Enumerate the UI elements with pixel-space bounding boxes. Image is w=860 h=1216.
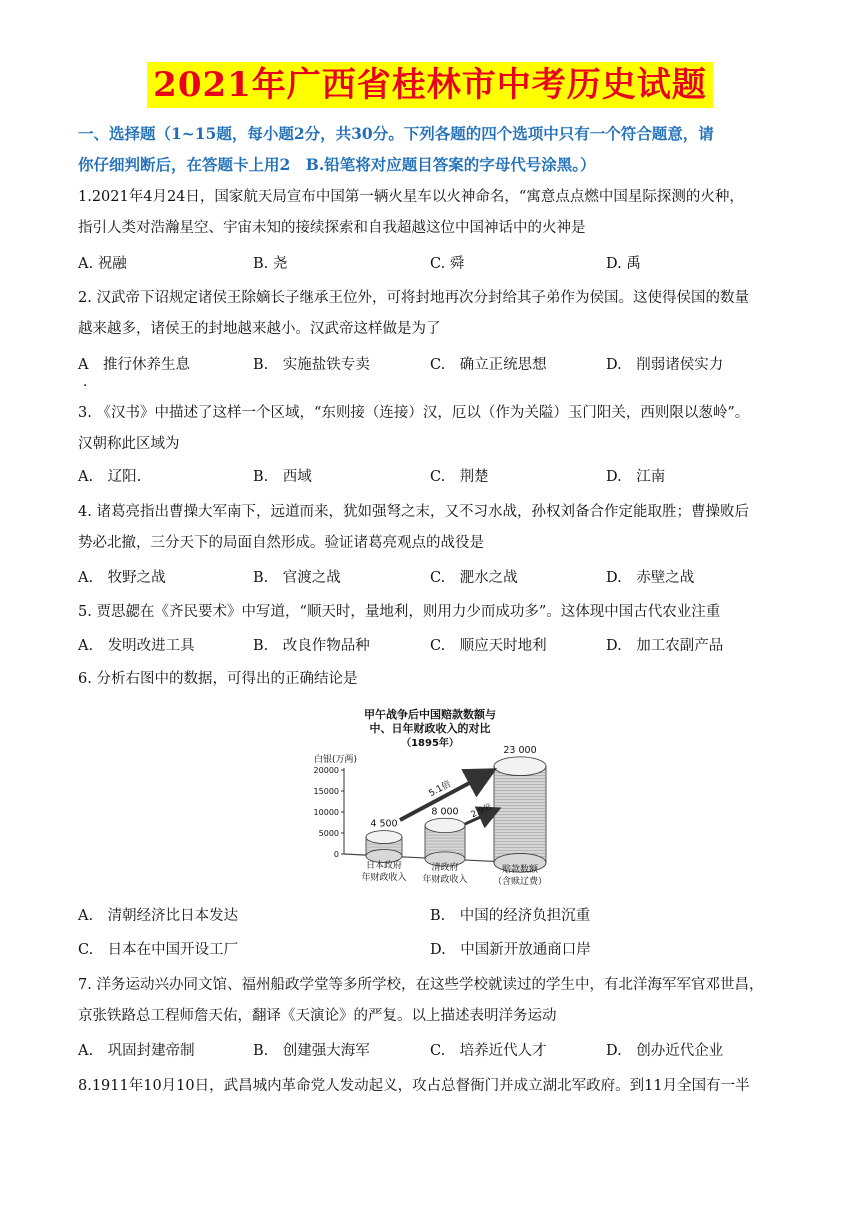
- chart-title: [364, 707, 496, 749]
- bar-value-label: 23 000: [503, 744, 537, 756]
- bar-top: [425, 818, 465, 832]
- options-3: [78, 463, 784, 491]
- option-a[interactable]: A. 祝融: [78, 256, 127, 272]
- emphasis-dot: ．: [83, 374, 97, 390]
- section-line-1: 一、选择题（1~15题，每小题2分，共30分。下列各题的四个选项中只有一个符合题意，请: [78, 124, 714, 143]
- option-b[interactable]: B. 官渡之战: [253, 570, 341, 586]
- category-label: 年财政收入: [422, 875, 468, 885]
- question-6: [78, 664, 784, 695]
- bar-cylinder: [425, 818, 465, 866]
- question-line: 4. 诸葛亮指出曹操大军南下，远道而来，犹如强弩之末，又不习水战，孙权刘备合作定能取胜；曹操败后: [78, 504, 749, 520]
- option-d[interactable]: D. 加工农副产品: [606, 638, 724, 654]
- y-tick-label: 20000: [313, 766, 339, 775]
- question-line: 汉朝称此区域为: [78, 436, 180, 452]
- option-c[interactable]: C. 舜: [430, 256, 465, 272]
- question-line: 8.1911年10月10日，武昌城内革命党人发动起义，攻占总督衙门并成立湖北军政府。到11月全国有一半: [78, 1078, 750, 1094]
- option-a[interactable]: A. 清朝经济比日本发达: [78, 908, 239, 924]
- option-a[interactable]: A. 巩固封建帝制: [78, 1043, 195, 1059]
- arrow-label: 5.1倍: [427, 779, 453, 800]
- option-d[interactable]: D. 中国新开放通商口岸: [430, 942, 591, 958]
- bar-cylinder: [494, 757, 546, 872]
- category-label: （含赎辽费）: [492, 877, 548, 887]
- arrow-label: 2.9倍: [469, 802, 494, 821]
- question-line: 京张铁路总工程师詹天佑，翻译《天演论》的严复。以上描述表明洋务运动: [78, 1008, 557, 1024]
- options-1: [78, 250, 784, 278]
- question-line: 6. 分析右图中的数据，可得出的正确结论是: [78, 671, 358, 687]
- question-4: [78, 497, 784, 559]
- y-tick-label: 5000: [318, 829, 339, 838]
- question-line: 3. 《汉书》中描述了这样一个区域，“东则接（连接）汉，厄以（作为关隘）玉门阳关，西则限以葱岭”。: [78, 405, 750, 421]
- category-label: 日本政府: [365, 861, 403, 871]
- bar-value-label: 8 000: [431, 806, 459, 818]
- chart-title-line-1: 甲午战争后中国赔款数额与: [364, 708, 496, 721]
- option-d[interactable]: D. 江南: [606, 469, 666, 485]
- option-d[interactable]: D. 禹: [606, 256, 641, 272]
- title-container: [0, 62, 860, 108]
- question-line: 越来越多，诸侯王的封地越来越小。汉武帝这样做是为了: [78, 321, 441, 337]
- category-label: 年财政收入: [361, 873, 407, 883]
- category-label: 赔款数额: [501, 865, 539, 875]
- option-a[interactable]: A. 辽阳.: [78, 469, 142, 485]
- option-c[interactable]: C. 荆楚: [430, 469, 489, 485]
- options-4: [78, 564, 784, 592]
- y-tick-label: 10000: [313, 808, 339, 817]
- option-a[interactable]: A. 发明改进工具: [78, 638, 195, 654]
- question-line: 7. 洋务运动兴办同文馆、福州船政学堂等多所学校，在这些学校就读过的学生中，有北洋海军军官邓世昌，: [78, 977, 764, 993]
- option-a[interactable]: A. 牧野之战: [78, 570, 166, 586]
- bar-cylinder: [366, 831, 402, 863]
- option-b[interactable]: B. 中国的经济负担沉重: [430, 908, 591, 924]
- question-line: 1.2021年4月24日，国家航天局宣布中国第一辆火星车以火神命名，“寓意点点燃中国星际探测的火种，: [78, 189, 744, 205]
- chart-title-line-2: 中、日年财政收入的对比: [369, 722, 491, 735]
- question-line: 势必北撤，三分天下的局面自然形成。验证诸葛亮观点的战役是: [78, 535, 484, 551]
- y-axis-label: 白银(万两): [314, 755, 358, 765]
- options-6-row-1: [78, 902, 784, 930]
- options-5: [78, 632, 784, 660]
- option-b[interactable]: B. 改良作物品种: [253, 638, 370, 654]
- section-heading: [78, 118, 778, 180]
- question-line: 2. 汉武帝下诏规定诸侯王除嫡长子继承王位外，可将封地再次分封给其子弟作为侯国。这使得侯国的数量: [78, 290, 749, 306]
- option-b[interactable]: B. 尧: [253, 256, 288, 272]
- y-tick-label: 0: [333, 850, 339, 859]
- page-title: 2021年广西省桂林市中考历史试题: [147, 62, 713, 108]
- option-c[interactable]: C. 确立正统思想: [430, 357, 547, 373]
- option-a[interactable]: A 推行休养生息: [78, 357, 190, 373]
- option-c[interactable]: C. 日本在中国开设工厂: [78, 942, 239, 958]
- option-c[interactable]: C. 顺应天时地利: [430, 638, 547, 654]
- question-7: [78, 970, 784, 1032]
- bar-body: [494, 766, 546, 863]
- options-7: [78, 1037, 784, 1065]
- chart-title-line-3: （1895年）: [401, 738, 459, 749]
- option-c[interactable]: C. 淝水之战: [430, 570, 518, 586]
- indemnity-chart: [300, 702, 560, 894]
- question-2: [78, 283, 784, 345]
- options-2: [78, 351, 784, 379]
- bar-top: [366, 831, 402, 844]
- bar-value-label: 4 500: [370, 818, 398, 830]
- y-tick-label: 15000: [313, 787, 339, 796]
- option-b[interactable]: B. 创建强大海军: [253, 1043, 370, 1059]
- question-line: 指引人类对浩瀚星空、宇宙未知的接续探索和自我超越这位中国神话中的火神是: [78, 220, 586, 236]
- bar-top: [494, 757, 546, 776]
- question-1: [78, 182, 784, 244]
- option-d[interactable]: D. 创办近代企业: [606, 1043, 724, 1059]
- section-line-2: 你仔细判断后，在答题卡上用2 B.铅笔将对应题目答案的字母代号涂黑。）: [78, 155, 596, 174]
- option-c[interactable]: C. 培养近代人才: [430, 1043, 547, 1059]
- option-d[interactable]: D. 削弱诸侯实力: [606, 357, 724, 373]
- question-5: [78, 597, 784, 628]
- option-b[interactable]: B. 西域: [253, 469, 312, 485]
- question-3: [78, 398, 784, 460]
- option-d[interactable]: D. 赤壁之战: [606, 570, 695, 586]
- question-line: 5. 贾思勰在《齐民要术》中写道，“顺天时，量地利，则用力少而成功多”。这体现中国古代农业注重: [78, 604, 721, 620]
- option-b[interactable]: B. 实施盐铁专卖: [253, 357, 370, 373]
- category-label: 清政府: [431, 863, 459, 873]
- options-6-row-2: [78, 936, 784, 964]
- question-8: [78, 1071, 784, 1102]
